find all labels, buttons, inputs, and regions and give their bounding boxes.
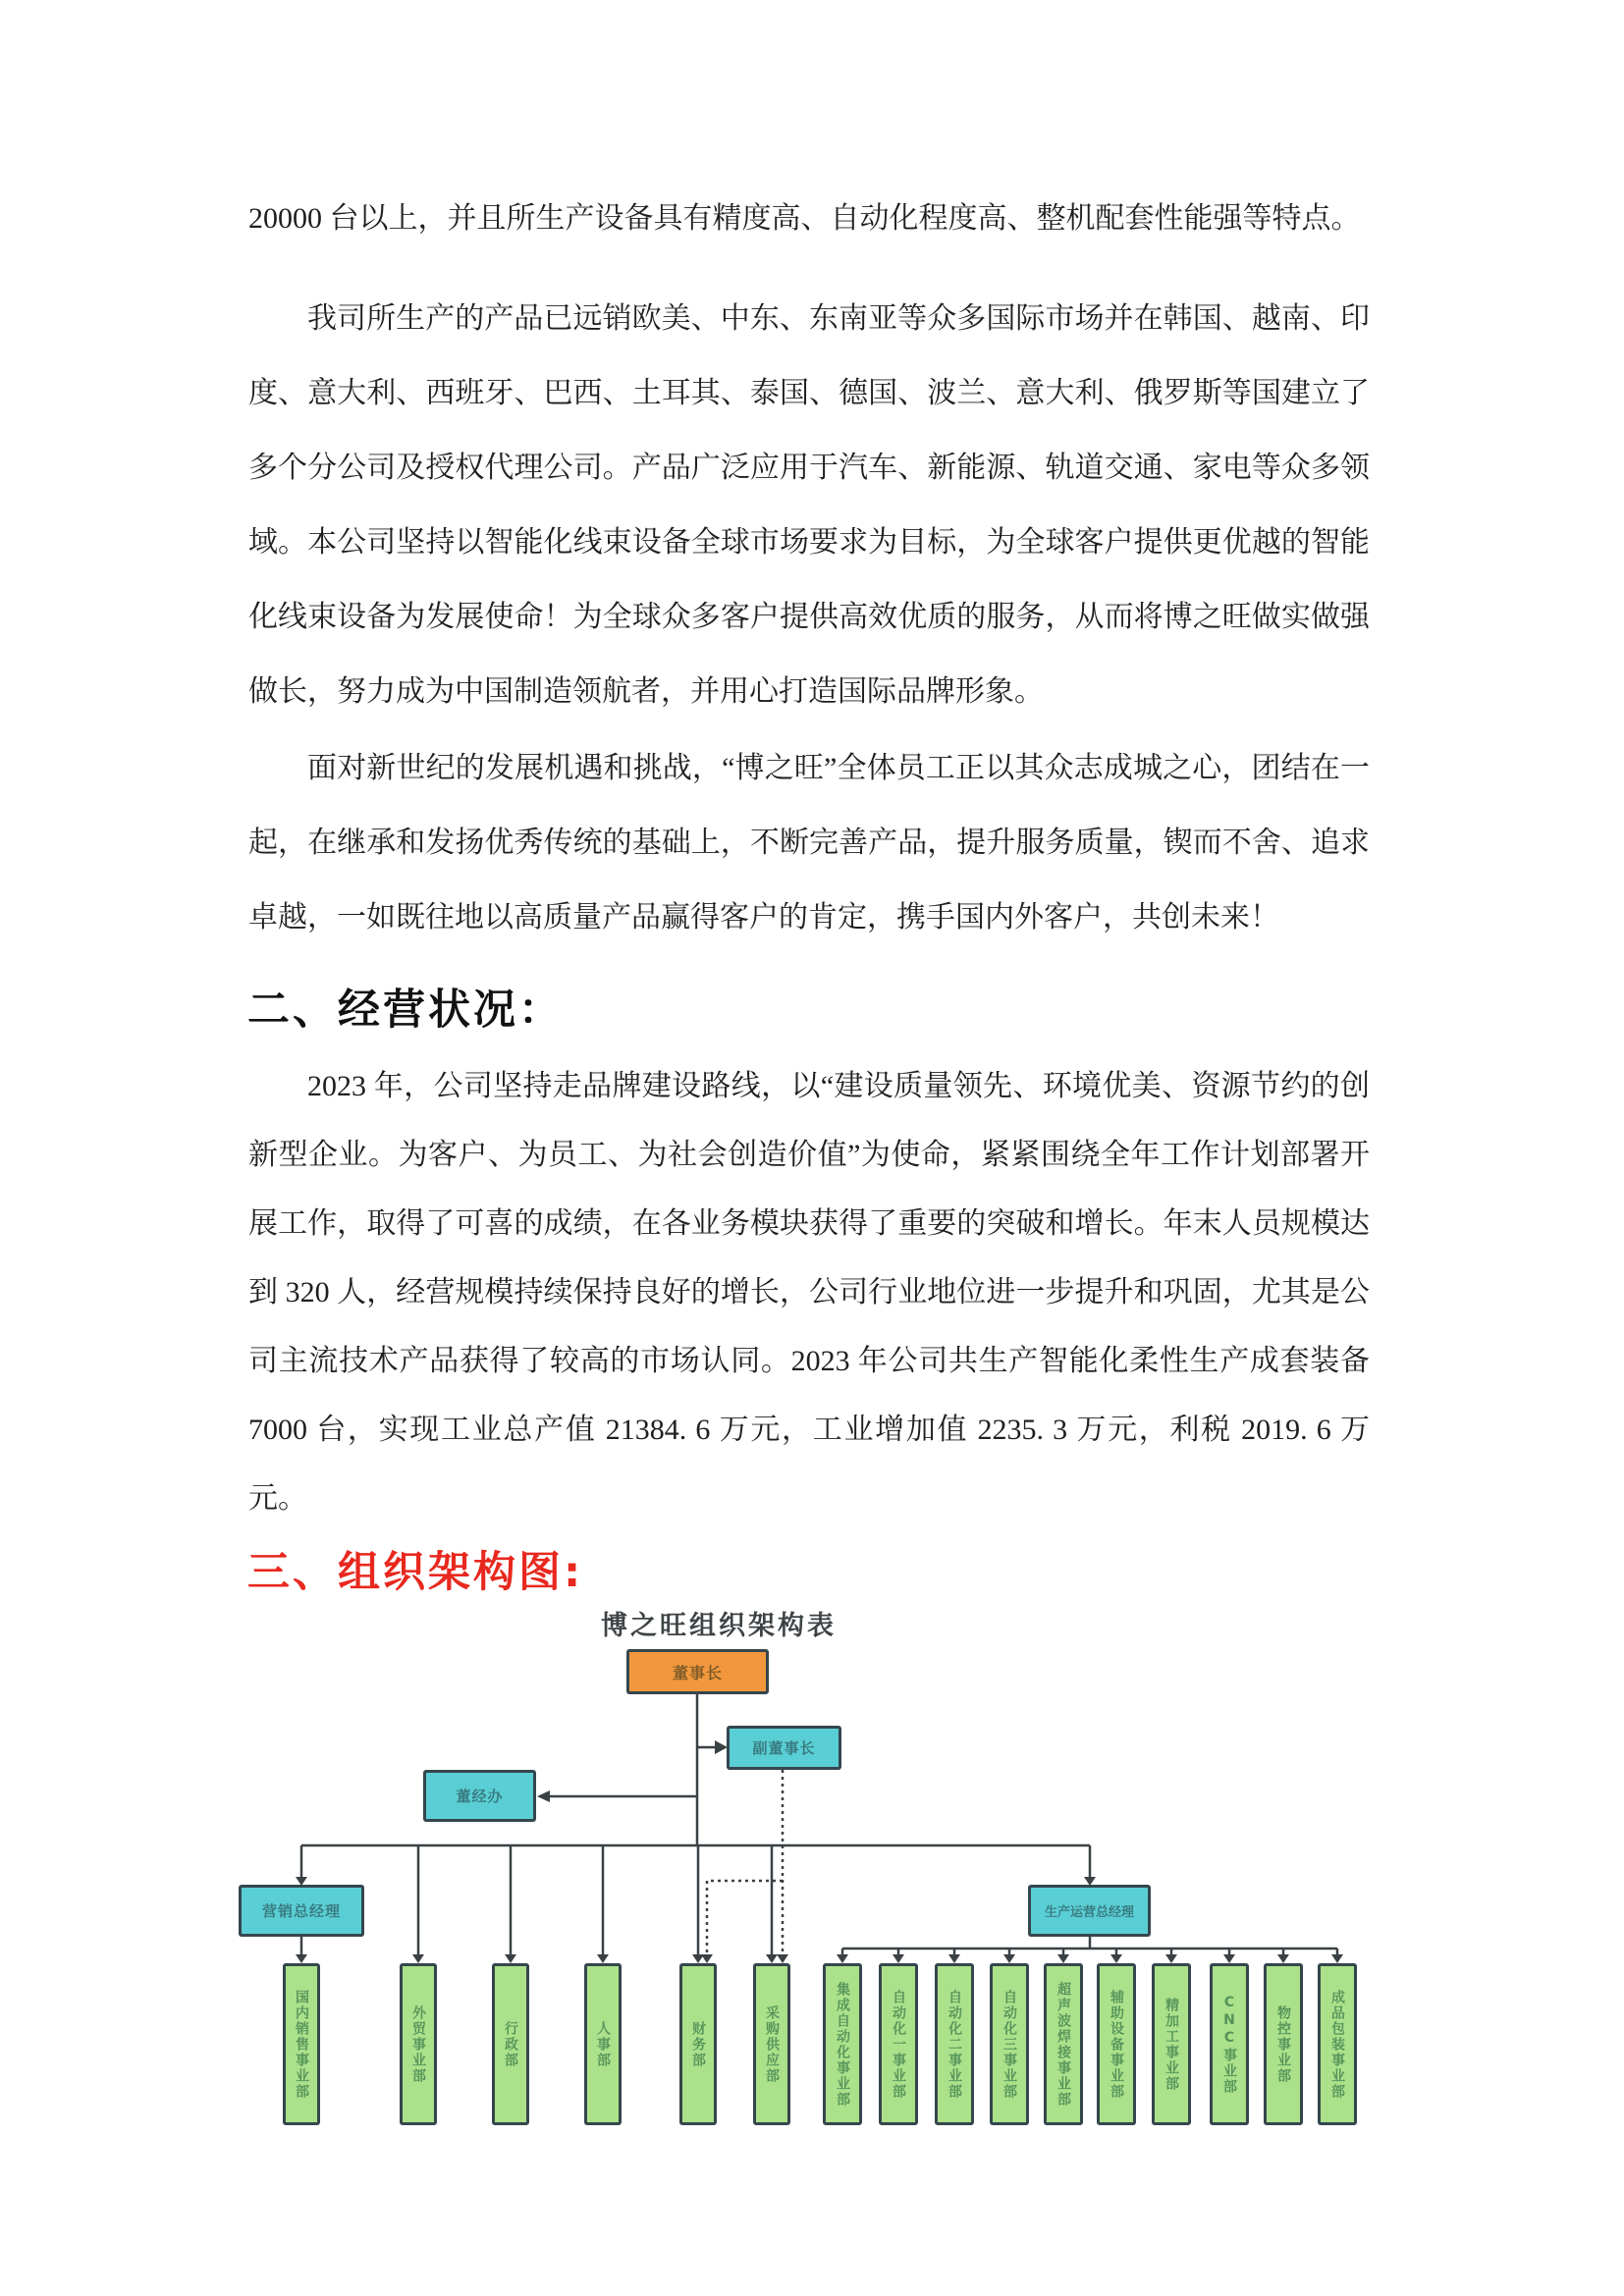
org-department-box: 自动化一事业部 (879, 1963, 918, 2125)
org-department-box: 精加工事业部 (1152, 1963, 1191, 2125)
org-connectors (0, 1590, 1624, 2296)
org-department-box: 物控事业部 (1264, 1963, 1303, 2125)
org-chart-title: 博之旺组织架构表 (601, 1611, 837, 1641)
org-department-box: 行政部 (492, 1963, 529, 2125)
heading-org-chart: 三、组织架构图: (247, 1548, 584, 1597)
org-chart (0, 1590, 1624, 2296)
org-department-box: 人事部 (584, 1963, 622, 2125)
org-department-box: 成品包装事业部 (1318, 1963, 1357, 2125)
org-department-box: 国内销售事业部 (283, 1963, 320, 2125)
org-box-vice-chairman: 副董事长 (727, 1726, 841, 1770)
org-department-box: 财务部 (679, 1963, 717, 2125)
paragraph-continuation: 20000 台以上，并且所生产设备具有精度高、自动化程度高、整机配套性能强等特点。 (248, 202, 1361, 235)
org-department-box: 集成自动化事业部 (823, 1963, 862, 2125)
org-box-board-office: 董经办 (423, 1770, 536, 1822)
org-box-production-gm: 生产运营总经理 (1028, 1885, 1151, 1937)
arrowheads (296, 1740, 1096, 1963)
org-box-marketing-gm: 营销总经理 (239, 1885, 364, 1937)
org-department-box: 自动化二事业部 (935, 1963, 974, 2125)
paragraph-products-markets: 我司所生产的产品已远销欧美、中东、东南亚等众多国际市场并在韩国、越南、印度、意大利、西班牙、巴西、土耳其、泰国、德国、波兰、意大利、俄罗斯等国建立了多个分公司及授权代理公司。产品广泛应用于汽车、新能源、轨道交通、家电等众多领域。本公司坚持以智能化线束设备全球市场要求为目标，为全球客户提供更优越的智能化线束设备为发展使命！为全球众多客户提供高效优质的服务，从而将博之旺做实做强做长，努力成为中国制造领航者，并用心打造国际品牌形象。 (248, 302, 1370, 708)
org-box-chairman: 董事长 (626, 1649, 769, 1694)
org-department-box: 外贸事业部 (400, 1963, 437, 2125)
org-department-box: CNC事业部 (1210, 1963, 1249, 2125)
paragraph-outlook: 面对新世纪的发展机遇和挑战，“博之旺”全体员工正以其众志成城之心，团结在一起，在继承和发扬优秀传统的基础上，不断完善产品，提升服务质量，锲而不舍、追求卓越，一如既往地以高质量产品赢得客户的肯定，携手国内外客户，共创未来！ (248, 752, 1370, 934)
heading-operations: 二、经营状况： (247, 986, 564, 1035)
org-department-box: 自动化三事业部 (990, 1963, 1029, 2125)
paragraph-operations-2023: 2023 年，公司坚持走品牌建设路线，以“建设质量领先、环境优美、资源节约的创新型企业。为客户、为员工、为社会创造价值”为使命，紧紧围绕全年工作计划部署开展工作，取得了可喜的成绩，在各业务模块获得了重要的突破和增长。年末人员规模达到 320 人，经营规模持续保持良好的增长，公司行业地位进一步提升和巩固，尤其是公司主流技术产品获得了较高的市场认同。2023 年公司共生产智能化柔性生产成套装备 7000 台，实现工业总产值 21384. 6 万元，工业增加值 2235. 3 万元，利税 2019. 6 万元。 (248, 1070, 1370, 1515)
org-department-box: 采购供应部 (753, 1963, 790, 2125)
org-department-box: 超声波焊接事业部 (1044, 1963, 1083, 2125)
org-department-box: 辅助设备事业部 (1097, 1963, 1136, 2125)
